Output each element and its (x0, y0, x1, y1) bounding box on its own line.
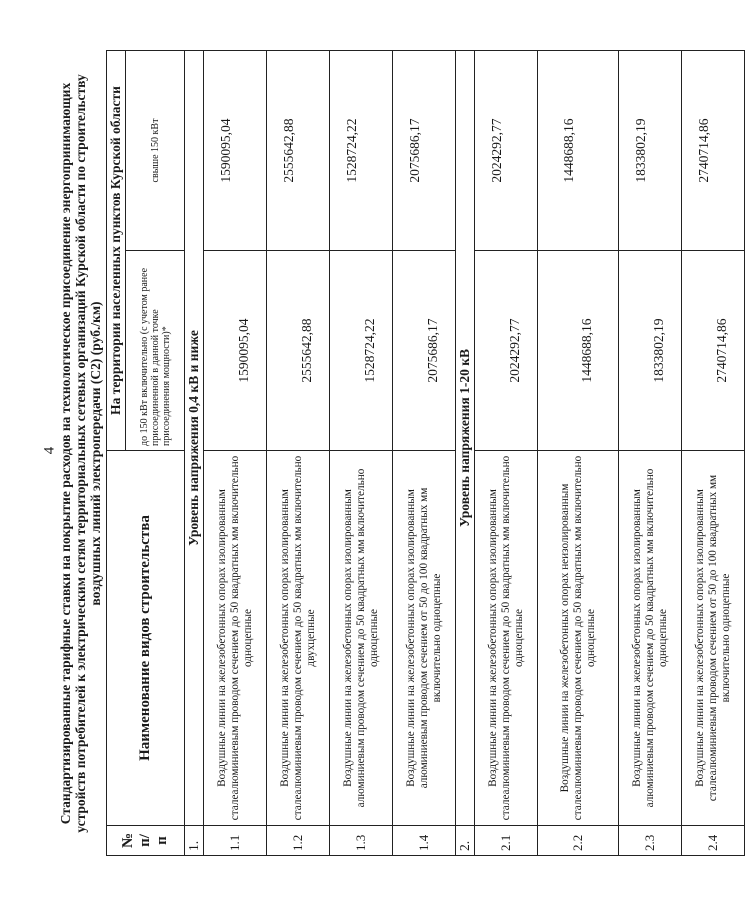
section-row (456, 51, 475, 856)
row-name: Воздушные линии на железобетонных опорах изолированным алюминиевым проводом сечением до 50 квадратных мм включительно одноцепные (619, 451, 682, 826)
row-value-over-150: 2740714,86 (682, 51, 745, 251)
table-row (393, 51, 456, 856)
row-value-up-to-150: 2075686,17 (393, 251, 456, 451)
table-row (682, 51, 745, 856)
section-title: Уровень напряжения 1-20 кВ (456, 51, 475, 826)
row-value-over-150: 1590095,04 (204, 51, 267, 251)
row-number: 2.2 (538, 826, 619, 856)
row-number: 2.1 (475, 826, 538, 856)
row-number: 1.2 (267, 826, 330, 856)
row-number: 2.4 (682, 826, 745, 856)
row-value-up-to-150: 1528724,22 (330, 251, 393, 451)
row-value-up-to-150: 1448688,16 (538, 251, 619, 451)
section-title: Уровень напряжения 0,4 кВ и ниже (185, 51, 204, 826)
rotated-page-content (58, 51, 732, 856)
row-value-up-to-150: 2555642,88 (267, 251, 330, 451)
row-number: 1.4 (393, 826, 456, 856)
row-name: Воздушные линии на железобетонных опорах изолированным сталеалюминиевым проводом сечением до 50 квадратных мм включительно двухцепные (267, 451, 330, 826)
row-value-over-150: 2075686,17 (393, 51, 456, 251)
row-value-over-150: 2024292,77 (475, 51, 538, 251)
row-value-over-150: 1833802,19 (619, 51, 682, 251)
row-name: Воздушные линии на железобетонных опорах изолированным сталеалюминиевым проводом сечением до 50 квадратных мм включительно одноцепные (204, 451, 267, 826)
row-name: Воздушные линии на железобетонных опорах изолированным сталеалюминиевым проводом сечением до 50 квадратных мм включительно одноцепные (475, 451, 538, 826)
row-name: Воздушные линии на железобетонных опорах изолированным сталеалюминиевым проводом сечением от 50 до 100 квадратных мм включительно одноцепные (682, 451, 745, 826)
table-row (204, 51, 267, 856)
row-name: Воздушные линии на железобетонных опорах изолированным алюминиевым проводом сечением от 50 до 100 квадратных мм включительно одноцепные (393, 451, 456, 826)
document-title: Стандартизированные тарифные ставки на покрытие расходов на технологическое присоединение энергопринимающих устройств потребителей к электрическим сетям территориальных сетевых организаций Курской области по строительству воздушных линий электропередачи (С2) (руб./км) (58, 74, 103, 833)
header-number: № п/п (107, 826, 185, 856)
row-value-up-to-150: 1590095,04 (204, 251, 267, 451)
row-number: 1.1 (204, 826, 267, 856)
row-value-over-150: 2555642,88 (267, 51, 330, 251)
header-power-over-150: свыше 150 кВт (126, 51, 185, 251)
tariff-table (106, 50, 745, 856)
table-row (475, 51, 538, 856)
row-name: Воздушные линии на железобетонных опорах изолированным алюминиевым проводом сечением до 50 квадратных мм включительно одноцепные (330, 451, 393, 826)
page-number: 4 (41, 446, 58, 455)
row-number: 1.3 (330, 826, 393, 856)
row-name: Воздушные линии на железобетонных опорах неизолированным сталеалюминиевым проводом сечением до 50 квадратных мм включительно одноцепные (538, 451, 619, 826)
row-value-over-150: 1528724,22 (330, 51, 393, 251)
section-number: 1. (185, 826, 204, 856)
row-value-over-150: 1448688,16 (538, 51, 619, 251)
row-value-up-to-150: 1833802,19 (619, 251, 682, 451)
row-value-up-to-150: 2740714,86 (682, 251, 745, 451)
table-row (619, 51, 682, 856)
row-value-up-to-150: 2024292,77 (475, 251, 538, 451)
table-row (330, 51, 393, 856)
section-number: 2. (456, 826, 475, 856)
header-power-up-to-150: до 150 кВт включительно (с учетом ранее присоединенной в данной точке присоединения мощности)* (126, 251, 185, 451)
row-number: 2.3 (619, 826, 682, 856)
table-row (267, 51, 330, 856)
section-row (185, 51, 204, 856)
header-territory: На территории населенных пунктов Курской области (107, 51, 126, 451)
header-construction-type: Наименование видов строительства (107, 451, 185, 826)
table-row (538, 51, 619, 856)
